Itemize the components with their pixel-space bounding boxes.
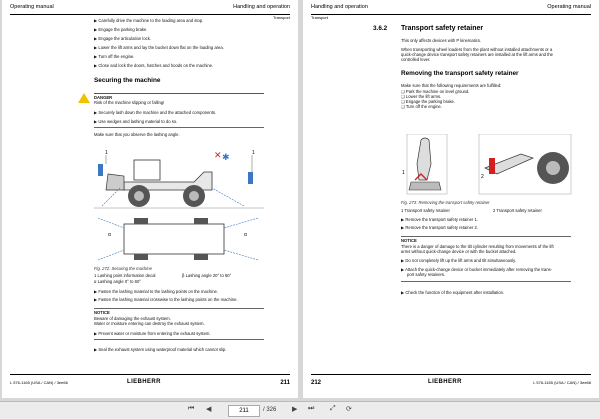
svg-text:✱: ✱ [222, 152, 230, 162]
liebherr-logo: LIEBHERR [428, 379, 462, 385]
lift-arm-detail [479, 134, 571, 194]
legend-1: 1 Lashing point information decal [94, 273, 156, 278]
intro-line-2: When transporting wheel loaders from the plant without installed attachments or a [401, 47, 553, 52]
wheel-loader-top-view [98, 218, 258, 260]
header-subsection: Transport [273, 15, 290, 20]
page-number: 212 [311, 380, 322, 386]
step-6: ▶ Close and lock the doors, hatches and hoods on the machine. [94, 63, 214, 68]
fit-page-icon[interactable]: ⤢ [330, 405, 336, 412]
remove-step-2: ▶ Remove the transport safety retainer 2. [401, 225, 479, 230]
danger-step-2: ▶ Use wedges and lashing material to do so. [94, 119, 178, 124]
danger-bar [94, 93, 264, 94]
figure-caption: Fig. 273: Removing the transport safety retainer [401, 200, 490, 205]
notice-bar [401, 236, 571, 237]
figure-caption: Fig. 272: Securing the machine [94, 266, 152, 271]
danger-end-rule [94, 127, 264, 128]
notice-title: NOTICE [401, 238, 417, 243]
header-title: Operating manual [10, 4, 54, 10]
notice-line-2: arms without quick-change device or with the bucket attached. [401, 249, 517, 254]
notice-line-1: Beware of damaging the exhaust system. [94, 316, 171, 321]
svg-text:✕: ✕ [214, 150, 222, 160]
wheel-loader-side-view [94, 150, 264, 208]
fasten-step-2: ▶ Fasten the lashing material crosswise to the lashing points on the machine. [94, 297, 238, 302]
notice-step-2: ▶ Attach the quick-change device or bucket immediately after removing the trans- [401, 267, 553, 272]
danger-text: Risk of the machine slipping or falling! [94, 100, 165, 105]
intro-line-1: This only affects devices with P kinematics. [401, 38, 482, 43]
pdf-viewer-toolbar [0, 401, 600, 419]
notice-step-2-cont: port safety retainers. [407, 272, 446, 277]
svg-text:α: α [108, 232, 111, 238]
machine-lashing-figure [94, 142, 264, 264]
step-5: ▶ Turn off the engine. [94, 54, 135, 59]
subsection-title: Removing the transport safety retainer [401, 70, 519, 77]
page-number: 211 [280, 380, 290, 386]
first-page-icon[interactable]: ⏮ [188, 405, 195, 412]
legend-beta: β Lashing angle 20° to 60° [182, 273, 232, 278]
remove-step-1: ▶ Remove the transport safety retainer 1. [401, 217, 479, 222]
danger-step-1: ▶ Securely lash down the machine and the attached components. [94, 110, 217, 115]
step-3: ▶ Engage the articulation lock. [94, 36, 152, 41]
footer-doc-id: L 576-1165 (USA / CAN) / 3ee66 [10, 380, 68, 385]
svg-text:α: α [244, 232, 247, 238]
page-212 [303, 0, 599, 398]
requirement-3: ❑ Engage the parking brake. [401, 99, 456, 104]
last-page-icon[interactable]: ⏭ [308, 405, 315, 412]
fasten-step-1: ▶ Fasten the lashing material to the lashing points on the machine. [94, 289, 219, 294]
requirement-4: ❑ Turn off the engine. [401, 104, 442, 109]
footer-rule [10, 374, 290, 375]
step-4: ▶ Lower the lift arms and lay the bucket down flat on the loading area. [94, 45, 224, 50]
notice-line-1: There is a danger of damage to the tilt cylinder resulting from movements of the lift [401, 244, 554, 249]
page-total: / 326 [263, 407, 277, 413]
page-header [10, 2, 290, 15]
requirement-1: ❑ Park the machine on level ground. [401, 89, 470, 94]
page-211 [2, 0, 298, 398]
svg-text:2: 2 [481, 174, 484, 180]
notice-title: NOTICE [94, 310, 110, 315]
header-section: Handling and operation [233, 4, 290, 10]
lashing-intro: Make sure that you observe the lashing angle. [94, 132, 180, 137]
page-number-input[interactable]: 211 [228, 405, 260, 417]
step-2: ▶ Engage the parking brake. [94, 27, 148, 32]
legend-alpha: α Lashing angle 0° to 60° [94, 279, 141, 284]
requirement-2: ❑ Lower the lift arms. [401, 94, 442, 99]
control-lever-detail [402, 134, 447, 194]
seal-step: ▶ Seal the exhaust system using waterproof material which cannot slip. [94, 347, 227, 352]
svg-text:1: 1 [402, 170, 405, 176]
notice-line-2: Water or moisture entering can destroy the exhaust system. [94, 321, 205, 326]
intro-line-4: controlled lever. [401, 57, 431, 62]
final-step: ▶ Check the function of the equipment after installation. [401, 290, 505, 295]
intro-line-3: quick-change device transport safety retainers are installed at the lift arms and the [401, 52, 553, 57]
footer-rule [311, 374, 591, 375]
header-subsection: Transport [311, 15, 328, 20]
svg-text:1: 1 [252, 150, 255, 156]
section-title: Securing the machine [94, 77, 161, 84]
danger-title: DANGER [94, 95, 113, 100]
prev-page-icon[interactable]: ◀ [206, 406, 212, 413]
rotate-icon[interactable]: ⟳ [346, 406, 352, 413]
header-title: Operating manual [547, 4, 591, 10]
requirements-intro: Make sure that the following requirements are fulfilled: [401, 83, 502, 88]
step-1: ▶ Carefully drive the machine to the loading area and stop. [94, 18, 204, 23]
liebherr-logo: LIEBHERR [127, 379, 161, 385]
transport-retainer-figure [401, 134, 573, 196]
header-section: Handling and operation [311, 4, 368, 10]
legend-1: 1 Transport safety retainer [401, 208, 450, 213]
section-title: Transport safety retainer [401, 25, 484, 32]
notice-step-1: ▶ Prevent water or moisture from entering the exhaust system. [94, 331, 211, 336]
section-number: 3.6.2 [373, 25, 388, 32]
notice-end-rule [94, 339, 264, 340]
notice-bar [94, 308, 264, 309]
page-header [311, 2, 591, 15]
footer-doc-id: L 576-1165 (USA / CAN) / 3ee66 [533, 380, 591, 385]
warning-triangle-icon [78, 93, 90, 103]
notice-step-1: ▶ Do not completely lift up the lift arms and tilt simultaneously. [401, 258, 517, 263]
next-page-icon[interactable]: ▶ [292, 406, 298, 413]
svg-text:1: 1 [105, 150, 108, 156]
notice-end-rule [401, 281, 571, 282]
legend-2: 2 Transport safety retainer [493, 208, 542, 213]
